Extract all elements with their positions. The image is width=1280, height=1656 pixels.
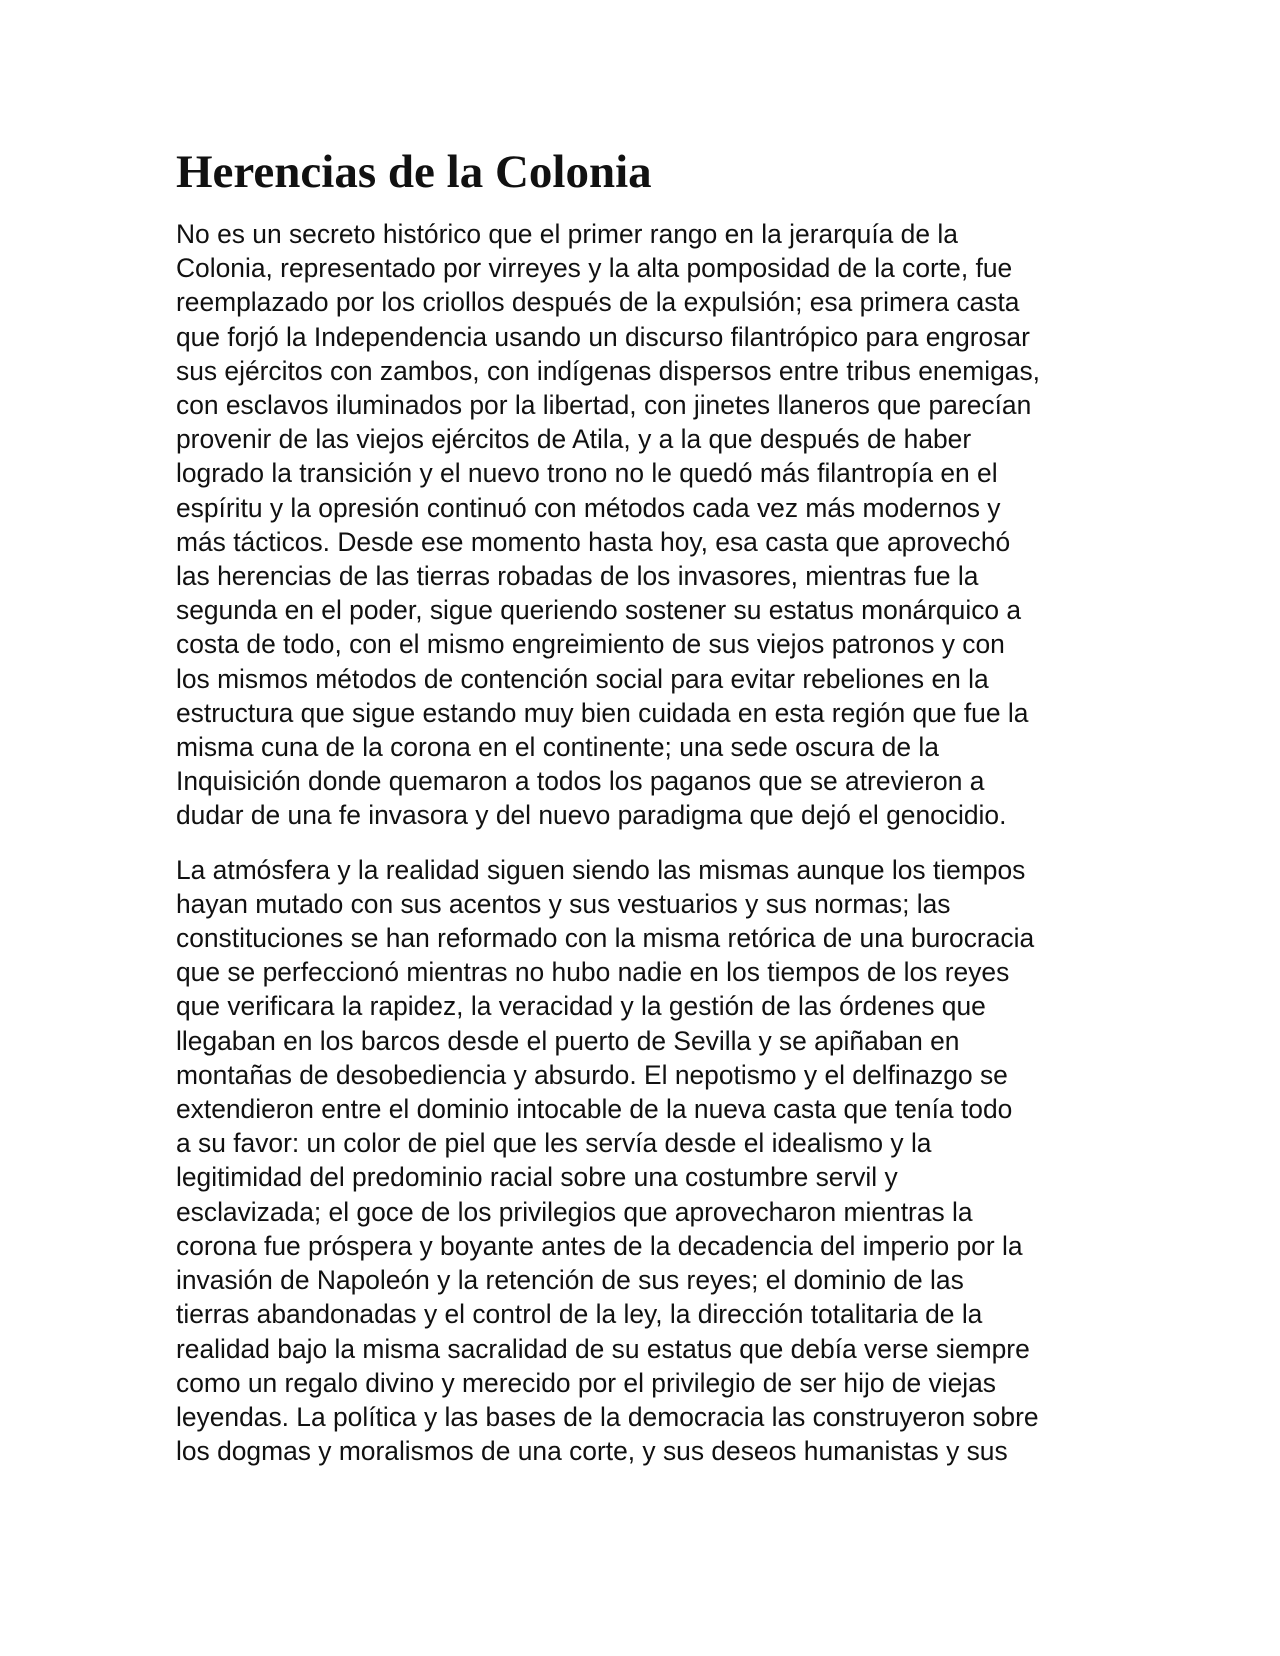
- paragraph-1: No es un secreto histórico que el primer rango en la jerarquía de la Colonia, representado por virreyes y la alta pomposidad de la corte, fue reemplazado por los criollos después de la expulsión; esa primera casta que forjó la Independencia usando un discurso filantrópico para engrosar sus ejércitos con zambos, con indígenas dispersos entre tribus enemigas, con esclavos iluminados por la libertad, con jinetes llaneros que parecían provenir de las viejos ejércitos de Atila, y a la que después de haber logrado la transición y el nuevo trono no le quedó más filantropía en el espíritu y la opresión continuó con métodos cada vez más modernos y más tácticos. Desde ese momento hasta hoy, esa casta que aprovechó las herencias de las tierras robadas de los invasores, mientras fue la segunda en el poder, sigue queriendo sostener su estatus monárquico a costa de todo, con el mismo engreimiento de sus viejos patronos y con los mismos métodos de contención social para evitar rebeliones en la estructura que sigue estando muy bien cuidada en esta región que fue la misma cuna de la corona en el continente; una sede oscura de la Inquisición donde quemaron a todos los paganos que se atrevieron a dudar de una fe invasora y del nuevo paradigma que dejó el genocidio.: [176, 219, 1041, 831]
- document-body: [176, 145, 1106, 1468]
- paragraph-2: La atmósfera y la realidad siguen siendo las mismas aunque los tiempos hayan mutado con sus acentos y sus vestuarios y sus normas; las constituciones se han reformado con la misma retórica de una burocracia que se perfeccionó mientras no hubo nadie en los tiempos de los reyes que verificara la rapidez, la veracidad y la gestión de las órdenes que llegaban en los barcos desde el puerto de Sevilla y se apiñaban en montañas de desobediencia y absurdo. El nepotismo y el delfinazgo se extendieron entre el dominio intocable de la nueva casta que tenía todo a su favor: un color de piel que les servía desde el idealismo y la legitimidad del predominio racial sobre una costumbre servil y esclavizada; el goce de los privilegios que aprovecharon mientras la corona fue próspera y boyante antes de la decadencia del imperio por la invasión de Napoleón y la retención de sus reyes; el dominio de las tierras abandonadas y el control de la ley, la dirección totalitaria de la realidad bajo la misma sacralidad de su estatus que debía verse siempre como un regalo divino y merecido por el privilegio de ser hijo de viejas leyendas. La política y las bases de la democracia las construyeron sobre los dogmas y moralismos de una corte, y sus deseos humanistas y sus: [176, 854, 1039, 1467]
- document-title: Herencias de la Colonia: [176, 146, 652, 198]
